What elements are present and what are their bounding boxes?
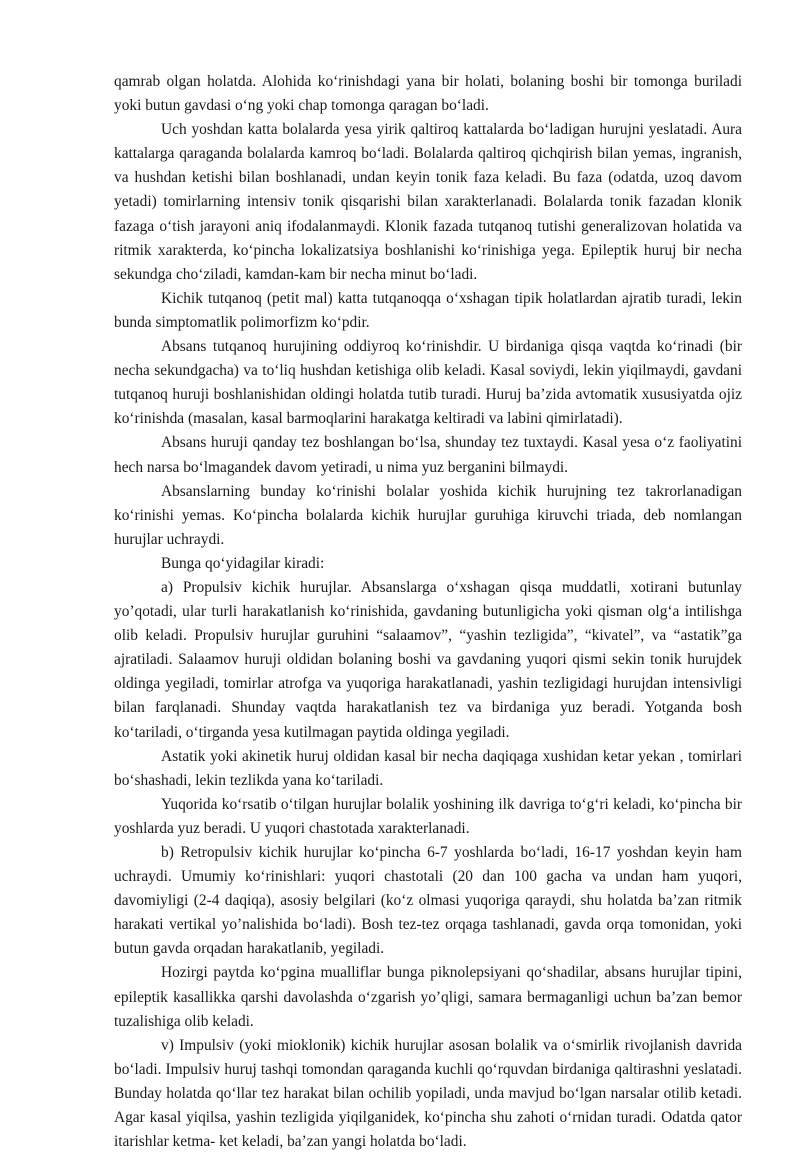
paragraph-9: Astatik yoki akinetik huruj oldidan kasal bir necha daqiqaga xushidan ketar yekan , tomirlari bo‘shashadi, lekin tezlikda yana ko‘tariladi.: [114, 747, 742, 789]
paragraph-13: v) Impulsiv (yoki mioklonik) kichik hurujlar asosan bolalik va o‘smirlik rivojlanish davrida bo‘ladi. Impulsiv huruj tashqi tomondan qaraganda kuchli qo‘rquvdan birdaniga qaltirashni yeslatadi. Bunday holatda qo‘llar tez harakat bilan ochilib yopiladi, unda mavjud bo‘lgan narsalar otilib ketadi. Agar kasal yiqilsa, yashin tezligida yiqilganidek, ko‘pincha shu zahoti o‘rnidan turadi. Odatda qator itarishlar ketma- ket keladi, ba’zan yangi holatda bo‘ladi.: [114, 1036, 742, 1151]
paragraph-2: Uch yoshdan katta bolalarda yesa yirik qaltiroq kattalarda bo‘ladigan hurujni yeslatadi. Aura kattalarga qaraganda bolalarda kamroq bo‘ladi. Bolalarda qaltiroq qichqirish bilan yemas, ingranish, va hushdan ketishi bilan boshlanadi, undan keyin tonik faza keladi. Bu faza (odatda, uzoq davom yetadi) tomirlarning intensiv tonik qisqarishi bilan xarakterlanadi. Bolalarda tonik fazadan klonik fazaga o‘tish jarayoni aniq ifodalanmaydi. Klonik fazada tutqanoq tutishi generalizovan holatida va ritmik xarakterda, ko‘pincha lokalizatsiya boshlanishi ko‘rinishiga yega. Epileptik huruj bir necha sekundga cho‘ziladi, kamdan-kam bir necha minut bo‘ladi.: [114, 121, 742, 283]
paragraph-1: qamrab olgan holatda. Alohida ko‘rinishdagi yana bir holati, bolaning boshi bir tomonga buriladi yoki butun gavdasi o‘ng yoki chap tomonga qaragan bo‘ladi.: [114, 73, 742, 115]
paragraph-8: a) Propulsiv kichik hurujlar. Absanslarga o‘xshagan qisqa muddatli, xotirani butunlay yo’qotadi, ular turli harakatlanish ko‘rinishida, gavdaning butunligicha yoki qisman olg‘a intilishga olib keladi. Propulsiv hurujlar guruhini “salaamov”, “yashin tezligida”, “kivatel”, va “astatik”ga ajratiladi. Salaamov huruji oldidan bolaning boshi va gavdaning yuqori qismi sekin tonik hurujdek oldinga yegiladi, tomirlar atrofga va yuqoriga harakatlanadi, yashin tezligidagi hurujdan intensivligi bilan farqlanadi. Shunday vaqtda harakatlanish tez va birdaniga yuz beradi. Yotganda bosh ko‘tariladi, o‘tirganda yesa kutilmagan paytida oldinga yegiladi.: [114, 578, 742, 741]
paragraph-4: Absans tutqanoq hurujining oddiyroq ko‘rinishdir. U birdaniga qisqa vaqtda ko‘rinadi (bir necha sekundgacha) va to‘liq hushdan ketishiga olib keladi. Kasal soviydi, lekin yiqilmaydi, gavdani tutqanoq huruji boshlanishidan oldingi holatda tutib turadi. Huruj ba’zida avtomatik xususiyatda ojiz ko‘rinishda (masalan, kasal barmoqlarini harakatga keltiradi va labini qimirlatadi).: [114, 338, 742, 428]
document-page: [114, 70, 742, 1154]
paragraph-6: Absanslarning bunday ko‘rinishi bolalar yoshida kichik hurujning tez takrorlanadigan ko‘rinishi yemas. Ko‘pincha bolalarda kichik hurujlar guruhiga kiruvchi triada, deb nomlangan hurujlar uchraydi.: [114, 482, 742, 548]
paragraph-10: Yuqorida ko‘rsatib o‘tilgan hurujlar bolalik yoshining ilk davriga to‘g‘ri keladi, ko‘pincha bir yoshlarda yuz beradi. U yuqori chastotada xarakterlanadi.: [114, 795, 742, 837]
paragraph-5: Absans huruji qanday tez boshlangan bo‘lsa, shunday tez tuxtaydi. Kasal yesa o‘z faoliyatini hech narsa bo‘lmagandek davom yetiradi, u nima yuz berganini bilmaydi.: [114, 434, 742, 476]
paragraph-11: b) Retropulsiv kichik hurujlar ko‘pincha 6-7 yoshlarda bo‘ladi, 16-17 yoshdan keyin ham uchraydi. Umumiy ko‘rinishlari: yuqori chastotali (20 dan 100 gacha va undan ham yuqori, davomiyligi (2-4 daqiqa), asosiy belgilari (ko‘z olmasi yuqoriga qaraydi, shu holatda ba’zan ritmik harakati vertikal yo’nalishida bo‘ladi). Bosh tez-tez orqaga tashlanadi, gavda orqa tomonidan, yoki butun gavda orqadan harakatlanib, yegiladi.: [114, 844, 742, 958]
paragraph-12: Hozirgi paytda ko‘pgina mualliflar bunga piknolepsiyani qo‘shadilar, absans hurujlar tipini, epileptik kasallikka qarshi davolashda o‘zgarish yo’qligi, samara bermaganligi uchun ba’zan bemor tuzalishiga olib keladi.: [114, 964, 742, 1030]
paragraph-3: Kichik tutqanoq (petit mal) katta tutqanoqqa o‘xshagan tipik holatlardan ajratib turadi, lekin bunda simptomatlik polimorfizm ko‘pdir.: [114, 289, 742, 331]
paragraph-7: Bunga qo‘yidagilar kiradi:: [161, 554, 325, 572]
